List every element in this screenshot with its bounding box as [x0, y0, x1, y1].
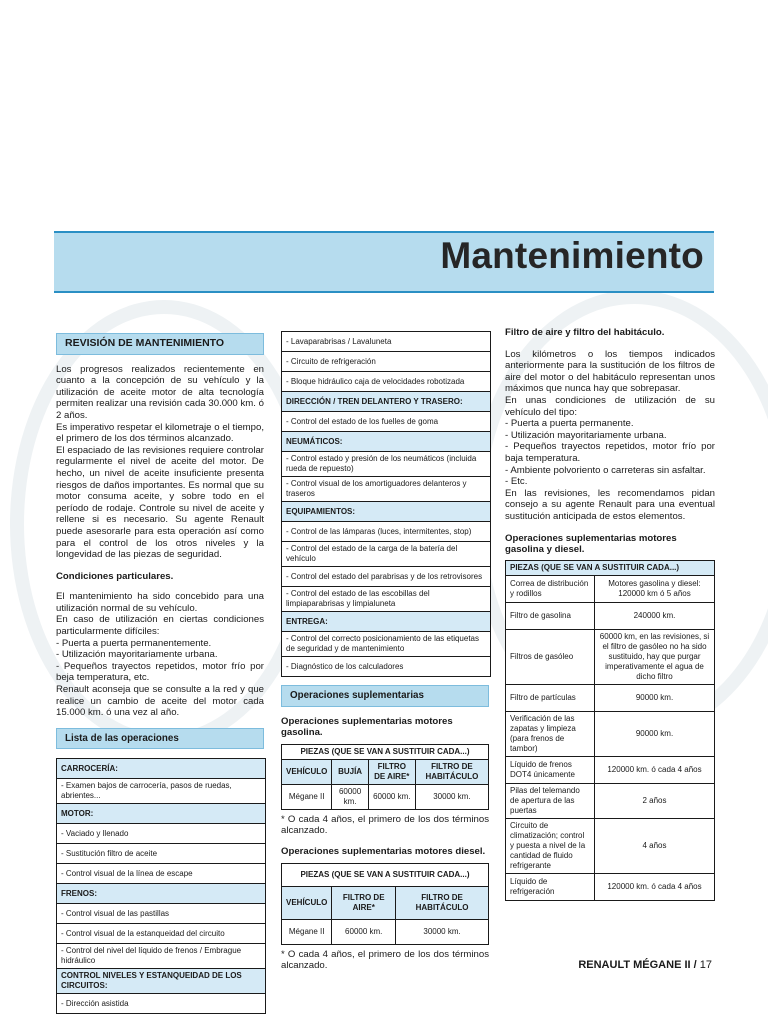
operation-cell: - Circuito de refrigeración — [282, 352, 491, 372]
operations-table-continued — [281, 331, 491, 677]
table-row — [282, 567, 491, 587]
table-row — [506, 818, 715, 873]
table-row — [282, 657, 491, 677]
operation-cell: - Control visual de la estanqueidad del circuito — [57, 924, 266, 944]
operation-cell: - Examen bajos de carrocería, pasos de ruedas, abrientes... — [57, 779, 266, 804]
part-cell: Filtro de gasolina — [506, 602, 595, 629]
table-cell: 60000 km. — [332, 919, 396, 944]
gasoline-parts-table — [281, 744, 489, 810]
intro-paragraph: Es imperativo respetar el kilometraje o el tiempo, el primero de los dos términos alcanzado. — [56, 421, 264, 445]
operation-cell: - Control visual de los amortiguadores delanteros y traseros — [282, 477, 491, 502]
category-cell: DIRECCIÓN / TREN DELANTERO Y TRASERO: — [282, 392, 491, 412]
col-header: FILTRO DE AIRE* — [332, 886, 396, 919]
filter-item: - Etc. — [505, 476, 528, 488]
table-row — [282, 452, 491, 477]
col-header: FILTRO DE HABITÁCULO — [396, 886, 489, 919]
table-row — [57, 824, 266, 844]
intro-paragraph: El espaciado de las revisiones requiere controlar regularmente el nivel de aceite del motor. De hecho, un nivel de aceite insuficiente presenta riesgos de daños importantes. Es normal que su motor consuma aceite, y sobre todo en el período de rodaje. Controle su nivel de aceite y rellene si es necesario. Su agente Renault puede asesorarle para esta operación así como para el control de los otros niveles y la longevidad de las piezas de seguridad. — [56, 444, 264, 561]
filter-item: - Puerta a puerta permanente. — [505, 418, 634, 430]
gasoline-title: Operaciones suplementarias motores gasolina. — [281, 715, 453, 739]
operation-cell: - Bloque hidráulico caja de velocidades robotizada — [282, 372, 491, 392]
diesel-note: * O cada 4 años, el primero de los dos términos alcanzado. — [281, 948, 489, 972]
table-span-header: PIEZAS (QUE SE VAN A SUSTITUIR CADA...) — [282, 744, 489, 759]
col-header: FILTRO DE AIRE* — [368, 759, 415, 784]
table-row — [282, 432, 491, 452]
supplementary-header: Operaciones suplementarias — [281, 685, 489, 707]
operation-cell: - Vaciado y llenado — [57, 824, 266, 844]
category-cell: CONTROL NIVELES Y ESTANQUEIDAD DE LOS CIRCUITOS: — [57, 969, 266, 994]
table-row — [506, 873, 715, 900]
category-cell: EQUIPAMIENTOS: — [282, 502, 491, 522]
table-cell: 60000 km. — [368, 784, 415, 809]
table-row — [57, 844, 266, 864]
interval-cell: 90000 km. — [595, 711, 715, 756]
part-cell: Líquido de frenos DOT4 únicamente — [506, 756, 595, 783]
filter-paragraph: Los kilómetros o los tiempos indicados anteriormente para la sustitución de los filtros de aire del motor o del habitáculo representan unos máximos que nunca hay que sobrepasar. — [505, 348, 715, 395]
table-row — [282, 412, 491, 432]
part-cell: Verificación de las zapatas y limpieza (para frenos de tambor) — [506, 711, 595, 756]
conditions-item: - Pequeños trayectos repetidos, motor frío por beja temperatura, etc. — [56, 660, 264, 684]
operation-cell: - Control del correcto posicionamiento de las etiquetas de seguridad y de mantenimiento — [282, 632, 491, 657]
table-row — [282, 372, 491, 392]
part-cell: Pilas del telemando de apertura de las puertas — [506, 783, 595, 818]
filter-item: - Utilización mayoritariamente urbana. — [505, 429, 667, 441]
diesel-title: Operaciones suplementarias motores diesel. — [281, 845, 486, 857]
table-row — [282, 587, 491, 612]
col-header: FILTRO DE HABITÁCULO — [415, 759, 488, 784]
col-header: VEHÍCULO — [282, 886, 332, 919]
table-row — [57, 759, 266, 779]
table-row — [57, 969, 266, 994]
table-row — [282, 632, 491, 657]
table-row — [282, 477, 491, 502]
table-row — [506, 684, 715, 711]
table-row — [282, 392, 491, 412]
filter-title: Filtro de aire y filtro del habitáculo. — [505, 327, 665, 338]
operation-cell: - Dirección asistida — [57, 994, 266, 1014]
part-cell: Correa de distribución y rodillos — [506, 575, 595, 602]
middle-column — [281, 331, 489, 972]
table-cell: 60000 km. — [332, 784, 368, 809]
part-cell: Circuito de climatización; control y puesta a nivel de la cantidad de fluido refrigerante — [506, 818, 595, 873]
category-cell: CARROCERÍA: — [57, 759, 266, 779]
category-cell: NEUMÁTICOS: — [282, 432, 491, 452]
category-cell: MOTOR: — [57, 804, 266, 824]
table-row — [282, 352, 491, 372]
filter-paragraph: En las revisiones, les recomendamos pidan consejo a su agente Renault para una eventual sustitución anticipada de estos elementos. — [505, 487, 715, 522]
conditions-paragraph: El mantenimiento ha sido concebido para una utilización normal de su vehículo. — [56, 591, 264, 614]
conditions-paragraph: En caso de utilización en ciertas condiciones particularmente difíciles: — [56, 614, 264, 638]
table-row — [282, 502, 491, 522]
gasoline-note: * O cada 4 años, el primero de los dos términos alcanzado. — [281, 813, 489, 837]
table-row — [57, 924, 266, 944]
col-header: VEHÍCULO — [282, 759, 332, 784]
interval-cell: 60000 km, en las revisiones, si el filtro de gasóleo no ha sido sustituido, hay que purgar imperativamente el agua de dicho filtro — [595, 629, 715, 684]
page-footer — [578, 959, 712, 971]
table-row — [506, 629, 715, 684]
table-row — [506, 756, 715, 783]
conditions-title: Condiciones particulares. — [56, 570, 174, 582]
table-row — [506, 711, 715, 756]
conditions-paragraph: Renault aconseja que se consulte a la red y que realice un cambio de aceite del motor cada 15.000 km. ó una vez al año. — [56, 684, 264, 719]
table-row — [282, 612, 491, 632]
operation-cell: - Sustitución filtro de aceite — [57, 844, 266, 864]
table-row — [57, 864, 266, 884]
filter-item: - Ambiente polvoriento o carreteras sin asfaltar. — [505, 464, 706, 476]
table-row — [282, 522, 491, 542]
filter-item: - Pequeños trayectos repetidos, motor frío por baja temperatura. — [505, 441, 715, 464]
interval-cell: 2 años — [595, 783, 715, 818]
part-cell: Filtros de gasóleo — [506, 629, 595, 684]
operation-cell: - Control estado y presión de los neumáticos (incluida rueda de repuesto) — [282, 452, 491, 477]
table-row — [57, 944, 266, 969]
category-cell: ENTREGA: — [282, 612, 491, 632]
diesel-parts-table — [281, 863, 489, 945]
table-span-header: PIEZAS (QUE SE VAN A SUSTITUIR CADA...) — [506, 560, 715, 575]
operation-cell: - Control de las lámparas (luces, intermitentes, stop) — [282, 522, 491, 542]
interval-cell: 90000 km. — [595, 684, 715, 711]
mixed-parts-table — [505, 560, 715, 901]
table-row — [506, 575, 715, 602]
interval-cell: 120000 km. ó cada 4 años — [595, 873, 715, 900]
left-column — [56, 333, 264, 1014]
conditions-item: - Puerta a puerta permanentemente. — [56, 637, 212, 649]
operations-table — [56, 758, 266, 1014]
operation-cell: - Control del estado de las escobillas del limpiaparabrisas y limpialuneta — [282, 587, 491, 612]
table-row — [57, 994, 266, 1014]
footer-brand: RENAULT MÉGANE II / — [578, 959, 697, 971]
operations-list-header: Lista de las operaciones — [56, 728, 264, 750]
table-cell: Mégane II — [282, 919, 332, 944]
table-row — [57, 884, 266, 904]
mixed-title: Operaciones suplementarias motores gasolina y diesel. — [505, 532, 677, 556]
right-column — [505, 327, 715, 901]
intro-paragraph: Los progresos realizados recientemente en cuanto a la concepción de su vehículo y la utilización de aceite motor de alta tecnología permiten realizar una revisión cada 30.000 km. ó 2 años. — [56, 363, 264, 421]
col-header: BUJÍA — [332, 759, 368, 784]
operation-cell: - Diagnóstico de los calculadores — [282, 657, 491, 677]
table-row — [506, 783, 715, 818]
table-cell: 30000 km. — [415, 784, 488, 809]
table-span-header: PIEZAS (QUE SE VAN A SUSTITUIR CADA...) — [282, 863, 489, 886]
page-number: 17 — [699, 959, 712, 971]
operation-cell: - Control visual de la línea de escape — [57, 864, 266, 884]
conditions-item: - Utilización mayoritariamente urbana. — [56, 649, 218, 661]
part-cell: Líquido de refrigeración — [506, 873, 595, 900]
title-banner — [54, 231, 714, 293]
table-cell: 30000 km. — [396, 919, 489, 944]
interval-cell: 240000 km. — [595, 602, 715, 629]
table-row — [506, 602, 715, 629]
interval-cell: 4 años — [595, 818, 715, 873]
operation-cell: - Control del estado del parabrisas y de los retrovisores — [282, 567, 491, 587]
interval-cell: 120000 km. ó cada 4 años — [595, 756, 715, 783]
operation-cell: - Control visual de las pastillas — [57, 904, 266, 924]
part-cell: Filtro de partículas — [506, 684, 595, 711]
maintenance-header: REVISIÓN DE MANTENIMIENTO — [56, 333, 264, 355]
table-row — [57, 904, 266, 924]
table-row — [57, 779, 266, 804]
table-row — [282, 542, 491, 567]
table-row — [282, 332, 491, 352]
operation-cell: - Control del nivel del líquido de frenos / Embrague hidráulico — [57, 944, 266, 969]
table-cell: Mégane II — [282, 784, 332, 809]
interval-cell: Motores gasolina y diesel: 120000 km ó 5 años — [595, 575, 715, 602]
operation-cell: - Lavaparabrisas / Lavaluneta — [282, 332, 491, 352]
operation-cell: - Control del estado de la carga de la batería del vehículo — [282, 542, 491, 567]
category-cell: FRENOS: — [57, 884, 266, 904]
page-title: Mantenimiento — [440, 235, 704, 276]
filter-paragraph: En unas condiciones de utilización de su vehículo del tipo: — [505, 394, 715, 418]
operation-cell: - Control del estado de los fuelles de goma — [282, 412, 491, 432]
table-row — [57, 804, 266, 824]
